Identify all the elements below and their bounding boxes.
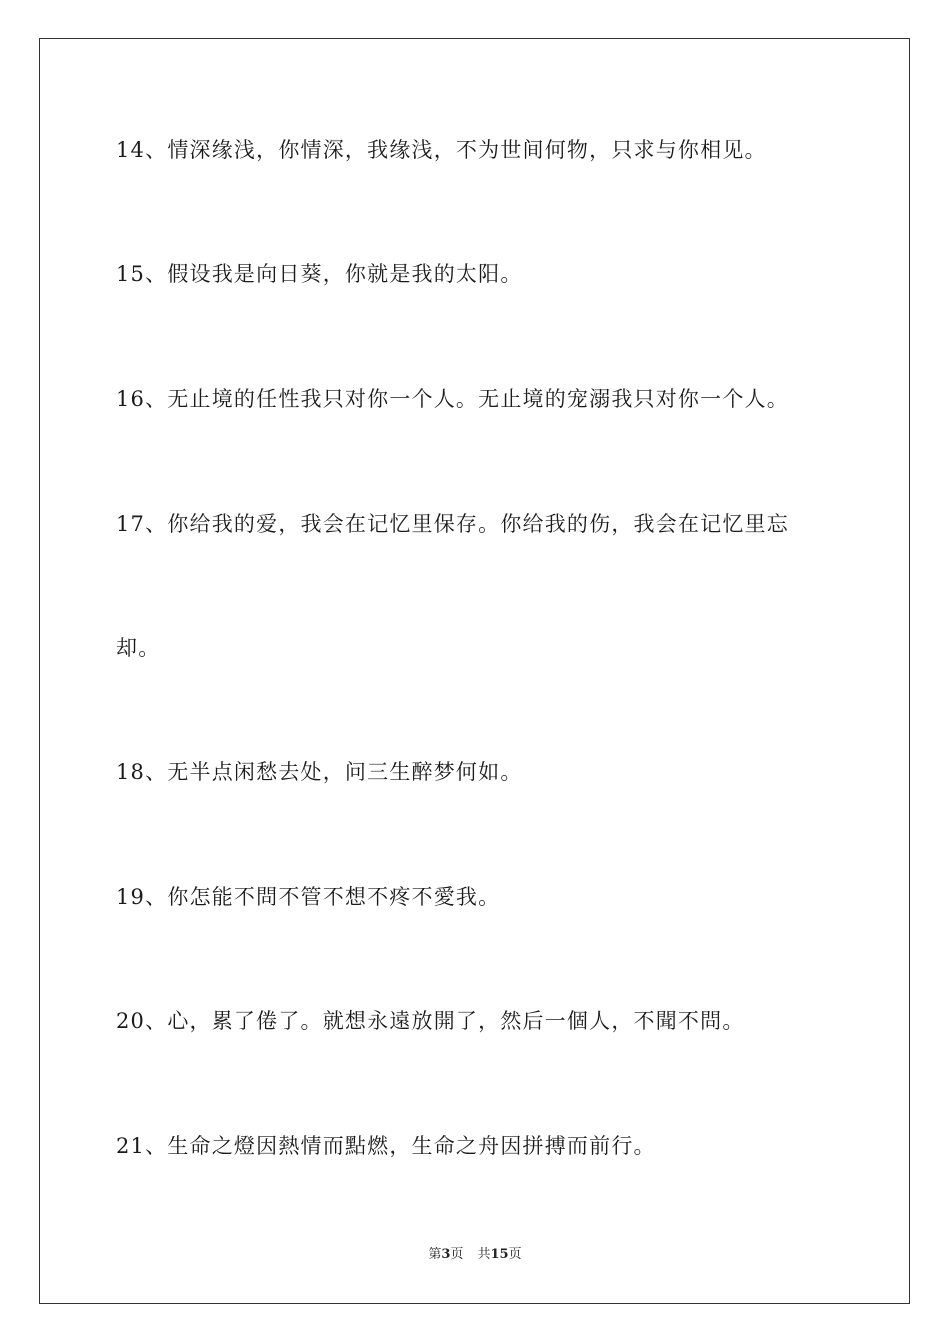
text-line-15: 15、假设我是向日葵，你就是我的太阳。 [116,262,523,286]
footer-total-prefix: 共 [477,1247,491,1262]
text-line-18: 18、无半点闲愁去处，问三生醉梦何如。 [116,760,523,784]
footer-page-number: 3 [441,1247,451,1262]
text-line-16: 16、无止境的任性我只对你一个人。无止境的宠溺我只对你一个人。 [116,387,789,411]
footer-total-pages: 15 [490,1247,509,1262]
footer-page-suffix: 页 [450,1247,464,1262]
text-line-20: 20、心，累了倦了。就想永遠放開了，然后一個人，不聞不問。 [116,1009,745,1033]
text-line-17-continued: 却。 [116,636,161,660]
text-line-19: 19、你怎能不問不管不想不疼不愛我。 [116,885,501,909]
text-line-17: 17、你给我的爱，我会在记忆里保存。你给我的伤，我会在记忆里忘 [116,512,789,536]
footer-total-suffix: 页 [508,1247,522,1262]
page-border [39,38,910,1304]
text-line-14: 14、情深缘浅，你情深，我缘浅，不为世间何物，只求与你相见。 [116,138,767,162]
text-line-21: 21、生命之燈因熱情而點燃，生命之舟因拼搏而前行。 [116,1134,656,1158]
page-footer [0,1246,950,1264]
footer-page-prefix: 第 [428,1247,442,1262]
